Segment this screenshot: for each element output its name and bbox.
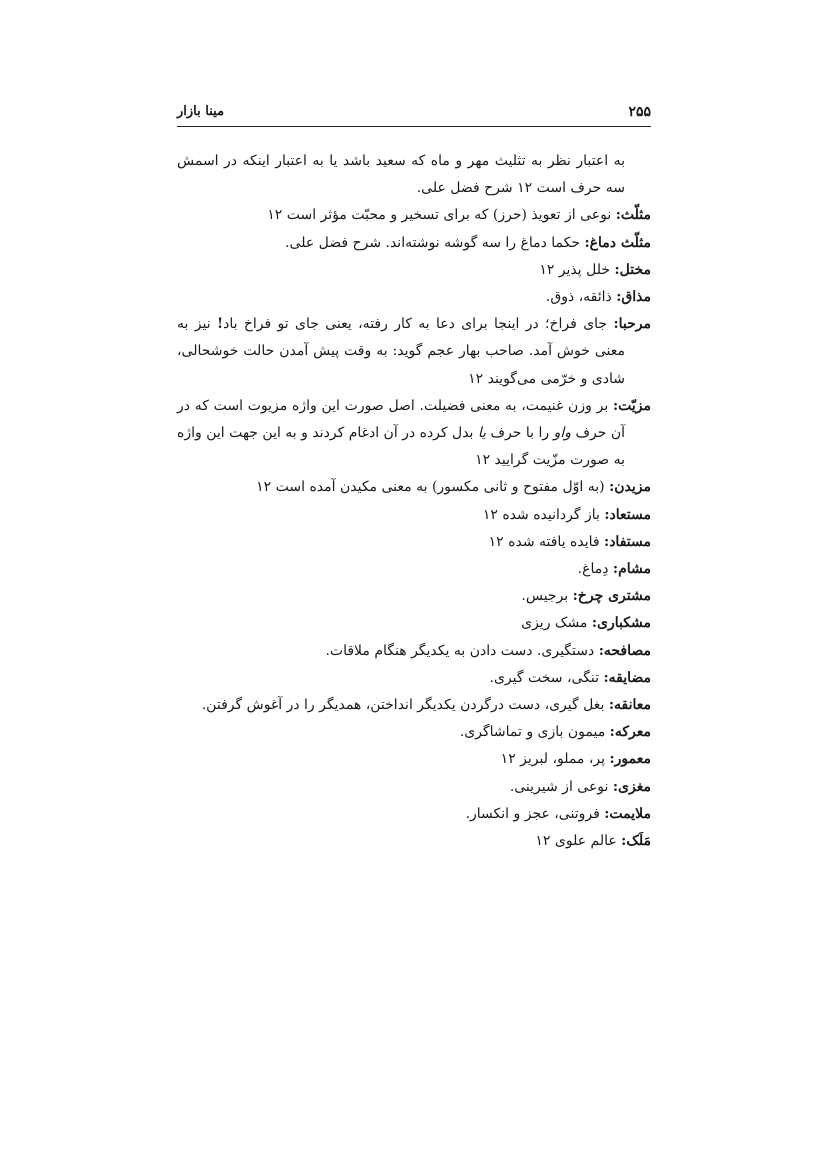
entry-term: مصافحه: (598, 642, 651, 659)
entry-definition: بغل گیری، دست درگردن یکدیگر انداختن، همدیگر را در آغوش گرفتن. (201, 697, 609, 714)
entry-term: معمور: (609, 751, 651, 768)
glossary-entries (177, 148, 651, 855)
entry-italic-letter: یا (477, 425, 487, 442)
entry-definition: عالم علوی ۱۲ (535, 833, 622, 850)
entry-term: مزیّت: (612, 397, 651, 414)
glossary-entry (177, 583, 651, 610)
entry-italic-letter: واو (553, 425, 572, 442)
glossary-entry-continued (177, 148, 651, 202)
entry-term: معانقه: (608, 697, 651, 714)
entry-definition: میمون بازی و تماشاگری. (459, 724, 610, 741)
entry-definition: (به اوّل مفتوح و ثانی مکسور) به معنی مکیدن آمده است ۱۲ (256, 479, 610, 496)
glossary-entry (177, 474, 651, 501)
entry-term: مذاق: (616, 289, 651, 306)
entry-definition: را با حرف (486, 425, 554, 442)
entry-definition: نیز به معنی خوش آمد. صاحب بهار عجم گوید: به وقت پیش آمدن حالت خوشحالی، شادی و خرّمی می‌گویند ۱۲ (177, 316, 625, 387)
entry-definition: دِماغ. (577, 561, 613, 578)
entry-definition: دستگیری. دست دادن به یکدیگر هنگام ملاقات. (325, 642, 599, 659)
entry-definition: نوعی از تعویذ (حرز) که برای تسخیر و محبّت مؤثر است ۱۲ (267, 207, 616, 224)
glossary-entry (177, 638, 651, 665)
glossary-entry (177, 719, 651, 746)
glossary-entry (177, 692, 651, 719)
entry-definition: برجیس. (521, 588, 573, 605)
entry-definition: باز گردانیده شده ۱۲ (482, 506, 605, 523)
glossary-entry (177, 828, 651, 855)
entry-exclamation: ! (216, 316, 224, 333)
entry-definition: نوعی از شیرینی. (509, 778, 613, 795)
entry-definition: فروتنی، عجز و انکسار. (465, 805, 605, 822)
entry-term: مَلَک: (621, 833, 651, 850)
entry-definition: پر، مملو، لبریز ۱۲ (500, 751, 610, 768)
glossary-entry (177, 202, 651, 229)
entry-term: مشکباری: (591, 615, 651, 632)
glossary-entry (177, 502, 651, 529)
entry-definition: تنگی، سخت گیری. (489, 669, 604, 686)
entry-definition: ذائقه، ذوق. (545, 289, 617, 306)
page-header (177, 100, 651, 127)
entry-term: معرکه: (609, 724, 651, 741)
glossary-entry (177, 257, 651, 284)
entry-definition: فایده یافته شده ۱۲ (488, 533, 605, 550)
entry-definition: جای فراخ؛ در اینجا برای دعا به کار رفته، یعنی جای تو فراخ باد (223, 316, 614, 333)
running-title: مینا بازار (177, 104, 225, 119)
page-number: ۲۵۵ (628, 104, 651, 120)
entry-definition: بر وزن غنیمت، به معنی فضیلت. اصل صورت این واژه مزیوت است که در آن حرف (177, 397, 626, 442)
glossary-entry (177, 529, 651, 556)
entry-term: مستعاد: (604, 506, 651, 523)
glossary-entry (177, 284, 651, 311)
entry-term: مثلّث دماغ: (584, 234, 651, 251)
entry-term: مزیدن: (609, 479, 651, 496)
entry-definition: مشک ریزی (521, 615, 592, 632)
glossary-entry (177, 774, 651, 801)
entry-term: ملایمت: (604, 805, 651, 822)
entry-term: مشام: (612, 561, 651, 578)
glossary-entry (177, 610, 651, 637)
glossary-entry (177, 311, 651, 393)
glossary-entry (177, 230, 651, 257)
entry-term: مختل: (614, 261, 651, 278)
entry-definition: به اعتبار نظر به تثلیث مهر و ماه که سعید باشد یا به اعتبار اینکه در اسمش سه حرف است ۱۲ شرح فضل علی. (177, 153, 625, 197)
entry-term: مشتری چرخ: (572, 588, 651, 605)
entry-term: مغزی: (612, 778, 651, 795)
entry-definition: خلل پذیر ۱۲ (539, 261, 615, 278)
glossary-entry (177, 393, 651, 475)
glossary-entry (177, 801, 651, 828)
entry-term: مضایقه: (603, 669, 651, 686)
glossary-entry (177, 665, 651, 692)
glossary-entry (177, 746, 651, 773)
entry-term: مرحبا: (613, 316, 651, 333)
entry-term: مثلّث: (615, 207, 651, 224)
entry-definition: بدل کرده در آن ادغام کردند و به این جهت این واژه به صورت مزّیت گرایید ۱۲ (177, 425, 625, 469)
glossary-entry (177, 556, 651, 583)
entry-term: مستفاد: (604, 533, 651, 550)
entry-definition: حکما دماغ را سه گوشه نوشته‌اند. شرح فضل علی. (285, 234, 585, 251)
